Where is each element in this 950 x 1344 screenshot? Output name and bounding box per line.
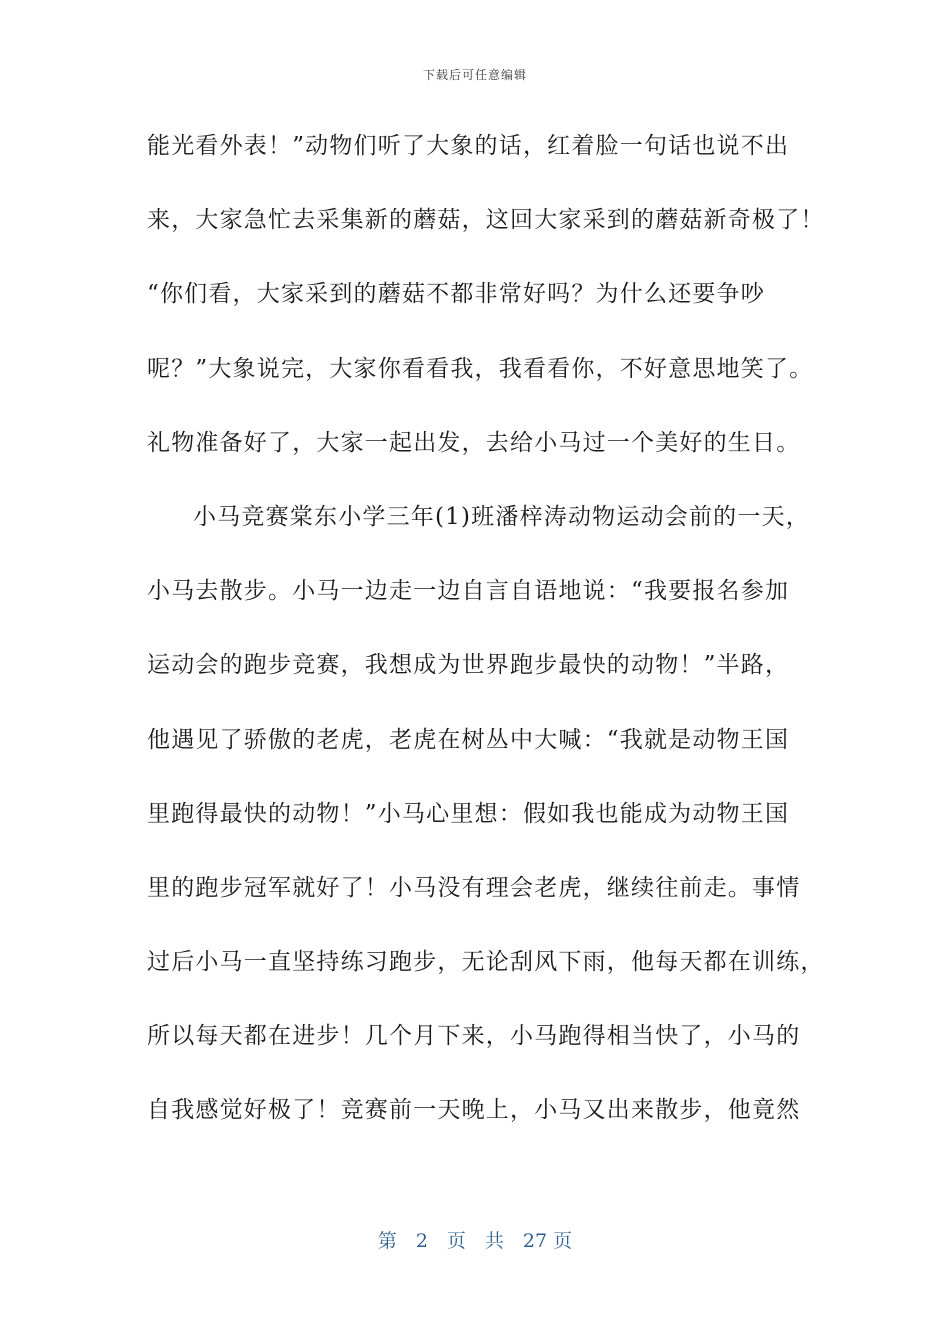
page-number-footer: 第 2 页 共 27 页 bbox=[377, 1230, 573, 1252]
text-line: 所以每天都在进步！几个月下来，小马跑得相当快了，小马的 bbox=[147, 1023, 801, 1050]
text-line: 礼物准备好了，大家一起出发，去给小马过一个美好的生日。 bbox=[147, 429, 801, 456]
paragraph-start-line: 小马竞赛棠东小学三年(1)班潘梓涛动物运动会前的一天， bbox=[193, 503, 810, 530]
text-line: 小马去散步。小马一边走一边自言自语地说：“我要报名参加 bbox=[147, 578, 790, 605]
text-line: 来，大家急忙去采集新的蘑菇，这回大家采到的蘑菇新奇极了！ bbox=[147, 207, 825, 234]
text-line: 自我感觉好极了！竞赛前一天晚上，小马又出来散步，他竟然 bbox=[147, 1097, 801, 1124]
text-line: 里跑得最快的动物！”小马心里想：假如我也能成为动物王国 bbox=[147, 800, 790, 827]
text-line: 运动会的跑步竞赛，我想成为世界跑步最快的动物！”半路， bbox=[147, 652, 790, 679]
text-line: 呢？”大象说完，大家你看看我，我看看你，不好意思地笑了。 bbox=[147, 355, 814, 382]
text-line: 他遇见了骄傲的老虎，老虎在树丛中大喊：“我就是动物王国 bbox=[147, 726, 790, 753]
page-header-note: 下载后可任意编辑 bbox=[422, 68, 527, 82]
document-body bbox=[147, 128, 825, 1167]
text-line: 能光看外表！”动物们听了大象的话，红着脸一句话也说不出 bbox=[147, 133, 790, 159]
text-line: 里的跑步冠军就好了！小马没有理会老虎，继续往前走。事情 bbox=[147, 874, 801, 901]
text-line: 过后小马一直坚持练习跑步，无论刮风下雨，他每天都在训练， bbox=[147, 949, 825, 976]
text-line: “你们看，大家采到的蘑菇不都非常好吗？为什么还要争吵 bbox=[147, 281, 765, 308]
